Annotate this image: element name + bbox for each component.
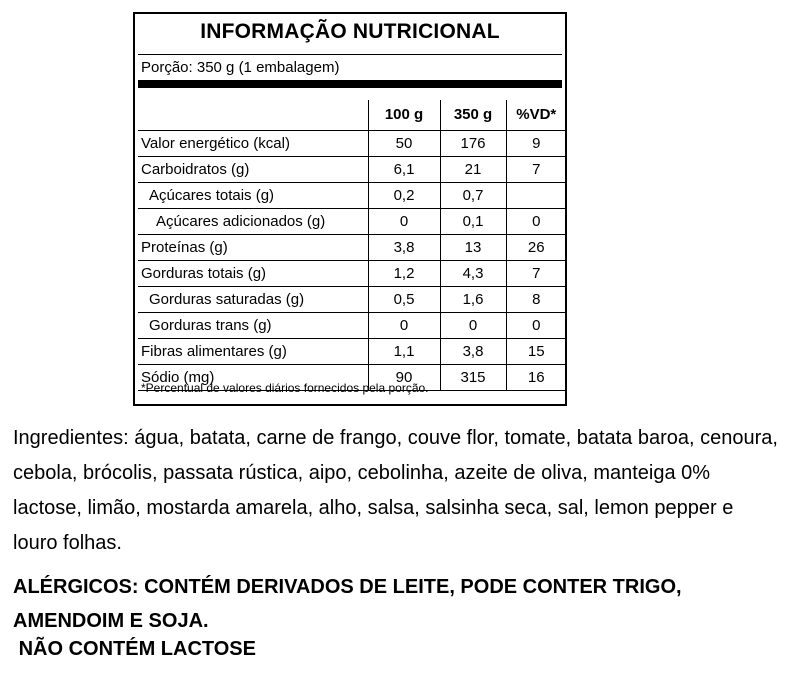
nutrition-title: INFORMAÇÃO NUTRICIONAL — [200, 20, 500, 43]
value-vd: 7 — [506, 157, 566, 183]
value-100g: 50 — [368, 131, 440, 157]
nutrient-name: Sódio (mg) — [138, 365, 368, 391]
value-100g: 0,2 — [368, 183, 440, 209]
value-100g: 0,5 — [368, 287, 440, 313]
table-row — [138, 209, 566, 235]
value-vd: 16 — [506, 365, 566, 391]
portion-size: Porção: 350 g (1 embalagem) — [141, 59, 340, 76]
footnote: *Percentual de valores diários fornecidos pela porção. — [141, 381, 429, 395]
table-row — [138, 157, 566, 183]
nutrition-facts-panel — [133, 12, 567, 406]
value-100g: 0 — [368, 313, 440, 339]
value-vd: 8 — [506, 287, 566, 313]
nutrient-name: Gorduras saturadas (g) — [138, 287, 368, 313]
value-vd — [506, 183, 566, 209]
header-350g: 350 g — [440, 100, 506, 131]
value-vd: 0 — [506, 313, 566, 339]
value-100g: 90 — [368, 365, 440, 391]
table-row — [138, 313, 566, 339]
value-350g: 0 — [440, 313, 506, 339]
table-row — [138, 235, 566, 261]
value-350g: 1,6 — [440, 287, 506, 313]
nutrient-name: Valor energético (kcal) — [138, 131, 368, 157]
thick-divider — [138, 80, 562, 88]
header-vd: %VD* — [506, 100, 566, 131]
value-100g: 1,2 — [368, 261, 440, 287]
header-100g: 100 g — [368, 100, 440, 131]
table-header-row — [138, 100, 566, 131]
value-vd: 7 — [506, 261, 566, 287]
value-350g: 21 — [440, 157, 506, 183]
value-100g: 3,8 — [368, 235, 440, 261]
value-350g: 3,8 — [440, 339, 506, 365]
table-row — [138, 287, 566, 313]
nutrition-table — [138, 100, 566, 391]
value-350g: 4,3 — [440, 261, 506, 287]
ingredients-text: Ingredientes: água, batata, carne de frango, couve flor, tomate, batata baroa, cenoura, cebola, brócolis, passata rústica, aipo, cebolinha, azeite de oliva, manteiga 0% lactose, limão, mostarda amarela, alho, salsa, salsinha seca, sal, lemon pepper e louro folhas. — [13, 427, 778, 554]
no-lactose-notice — [13, 638, 256, 661]
allergens-warning: ALÉRGICOS: CONTÉM DERIVADOS DE LEITE, PODE CONTER TRIGO, AMENDOIM E SOJA. — [13, 576, 682, 632]
nutrient-name: Gorduras totais (g) — [138, 261, 368, 287]
table-row — [138, 339, 566, 365]
value-350g: 0,7 — [440, 183, 506, 209]
nutrient-name: Carboidratos (g) — [138, 157, 368, 183]
nutrient-name: Açúcares totais (g) — [138, 183, 368, 209]
table-row — [138, 261, 566, 287]
value-vd: 0 — [506, 209, 566, 235]
nutrient-name: Açúcares adicionados (g) — [138, 209, 368, 235]
value-350g: 13 — [440, 235, 506, 261]
nutrient-name: Gorduras trans (g) — [138, 313, 368, 339]
table-row — [138, 183, 566, 209]
value-100g: 1,1 — [368, 339, 440, 365]
value-100g: 6,1 — [368, 157, 440, 183]
value-vd: 9 — [506, 131, 566, 157]
value-100g: 0 — [368, 209, 440, 235]
nutrient-name: Proteínas (g) — [138, 235, 368, 261]
value-350g: 176 — [440, 131, 506, 157]
header-blank — [138, 100, 368, 131]
value-vd: 26 — [506, 235, 566, 261]
value-vd: 15 — [506, 339, 566, 365]
value-350g: 0,1 — [440, 209, 506, 235]
table-row — [138, 131, 566, 157]
divider — [138, 54, 562, 55]
value-350g: 315 — [440, 365, 506, 391]
nutrient-name: Fibras alimentares (g) — [138, 339, 368, 365]
no-lactose-text: NÃO CONTÉM LACTOSE — [18, 638, 256, 660]
